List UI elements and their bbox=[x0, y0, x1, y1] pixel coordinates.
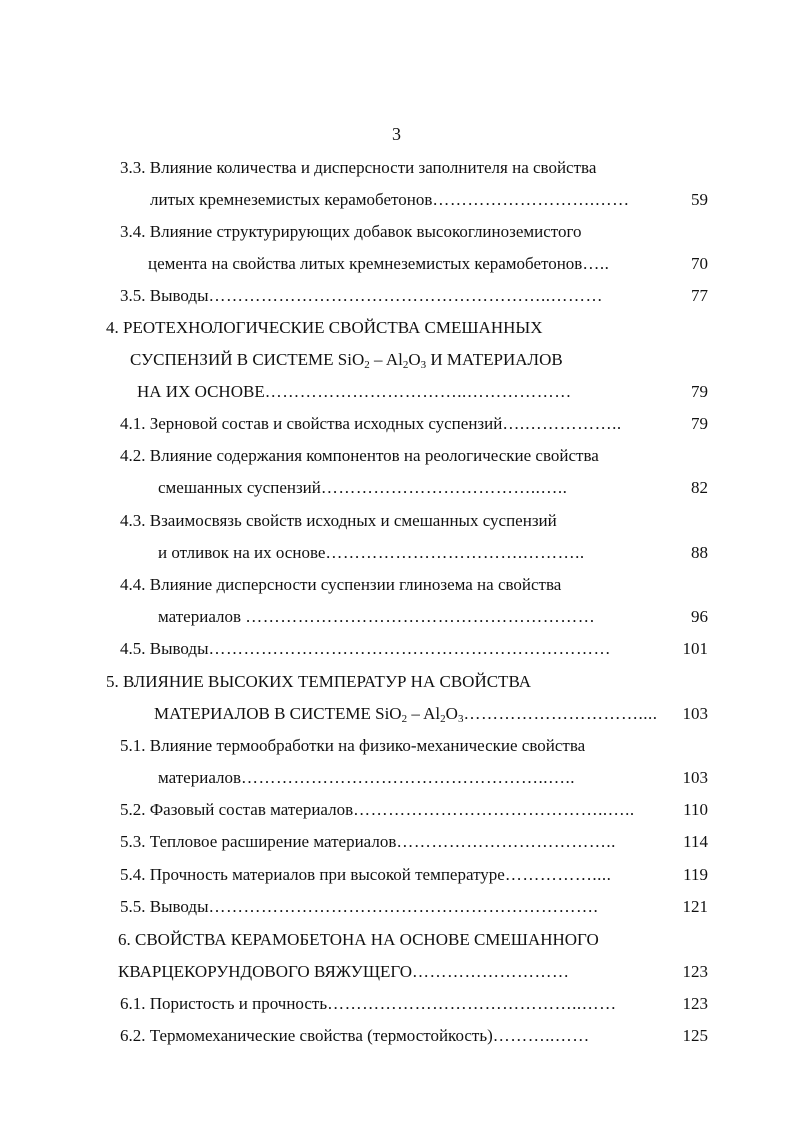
leader-dots: ………………………………..….. bbox=[320, 478, 568, 497]
toc-entry-4-2-line2: смешанных суспензий………………………………..….. bbox=[158, 478, 568, 497]
toc-entry-4-3-line2: и отливок на их основе…………………………….……….. bbox=[158, 543, 585, 562]
leader-dots: …………………………………………………..……… bbox=[208, 286, 604, 305]
leader-dots: …………………………………………………………. bbox=[208, 897, 599, 916]
toc-entry-5-4: 5.4. Прочность материалов при высокой температуре…………….... bbox=[120, 865, 612, 884]
toc-page-4: 79 bbox=[691, 382, 708, 401]
toc-chapter-4-line2: СУСПЕНЗИЙ В СИСТЕМЕ $SiO_2 - Al_2O_3$ И МАТЕРИАЛОВ bbox=[130, 350, 563, 371]
leader-dots: ……………………………….. bbox=[396, 832, 616, 851]
leader-dots: ………..…… bbox=[492, 1026, 590, 1045]
toc-chapter-6-line2: КВАРЦЕКОРУНДОВОГО ВЯЖУЩЕГО……………………… bbox=[118, 962, 570, 981]
toc-page-5-2: 110 bbox=[683, 800, 708, 819]
leader-dots: ……………………………..……………… bbox=[264, 382, 572, 401]
toc-entry-3-3-line2: литых кремнеземистых керамобетонов……………………….…… bbox=[150, 190, 630, 209]
toc-entry-4-1: 4.1. Зерновой состав и свойства исходных суспензий….…………….. bbox=[120, 414, 622, 433]
leader-dots: ……………………………………..…… bbox=[327, 994, 617, 1013]
toc-entry-4-2-line1: 4.2. Влияние содержания компонентов на реологические свойства bbox=[120, 446, 599, 465]
leader-dots: ………………………….... bbox=[463, 704, 658, 723]
toc-page-6: 123 bbox=[682, 962, 708, 981]
toc-entry-5-5: 5.5. Выводы…………………………………………………………. bbox=[120, 897, 599, 916]
leader-dots: ……………………… bbox=[412, 962, 570, 981]
toc-entry-3-3-line1: 3.3. Влияние количества и дисперсности заполнителя на свойства bbox=[120, 158, 597, 177]
toc-chapter-4-line3: НА ИХ ОСНОВЕ……………………………..……………… bbox=[137, 382, 572, 401]
leader-dots: ….. bbox=[582, 254, 610, 273]
toc-entry-3-4-line2: цемента на свойства литых кремнеземистых керамобетонов….. bbox=[148, 254, 610, 273]
toc-entry-4-4-line2: материалов …………………………………………………… bbox=[158, 607, 596, 626]
toc-page-5-4: 119 bbox=[683, 865, 708, 884]
toc-page-4-4: 96 bbox=[691, 607, 708, 626]
toc-chapter-6-line1: 6. СВОЙСТВА КЕРАМОБЕТОНА НА ОСНОВЕ СМЕШАННОГО bbox=[118, 930, 599, 949]
leader-dots: …………………………….……….. bbox=[325, 543, 585, 562]
toc-page-6-1: 123 bbox=[682, 994, 708, 1013]
toc-page-3-3: 59 bbox=[691, 190, 708, 209]
toc-page-4-5: 101 bbox=[682, 639, 708, 658]
toc-entry-5-1-line2: материалов……………………………………………..….. bbox=[158, 768, 576, 787]
toc-page-3-4: 70 bbox=[691, 254, 708, 273]
toc-entry-3-4-line1: 3.4. Влияние структурирующих добавок высокоглиноземистого bbox=[120, 222, 582, 241]
toc-entry-3-5: 3.5. Выводы…………………………………………………..……… bbox=[120, 286, 604, 305]
page-number: 3 bbox=[392, 124, 401, 144]
toc-page-4-3: 88 bbox=[691, 543, 708, 562]
leader-dots: ……………………………………..….. bbox=[353, 800, 635, 819]
toc-page-4-2: 82 bbox=[691, 478, 708, 497]
leader-dots: ……………………….…… bbox=[432, 190, 630, 209]
toc-chapter-5-line1: 5. ВЛИЯНИЕ ВЫСОКИХ ТЕМПЕРАТУР НА СВОЙСТВА bbox=[106, 672, 531, 691]
toc-chapter-5-line2: МАТЕРИАЛОВ В СИСТЕМЕ $SiO_2 - Al_2O_3\dots\dots\dots\dots\dots\dots\dots\dots\dots\dots$.... bbox=[154, 704, 658, 725]
toc-entry-4-3-line1: 4.3. Взаимосвязь свойств исходных и смешанных суспензий bbox=[120, 511, 557, 530]
toc-entry-6-2: 6.2. Термомеханические свойства (термостойкость)………..…… bbox=[120, 1026, 590, 1045]
leader-dots: …………….... bbox=[504, 865, 612, 884]
leader-dots: ….…………….. bbox=[502, 414, 622, 433]
toc-entry-6-1: 6.1. Пористость и прочность……………………………………..…… bbox=[120, 994, 617, 1013]
toc-entry-5-1-line1: 5.1. Влияние термообработки на физико-механические свойства bbox=[120, 736, 586, 755]
toc-entry-5-3: 5.3. Тепловое расширение материалов……………………………….. bbox=[120, 832, 616, 851]
toc-page-5: 103 bbox=[682, 704, 708, 723]
toc-entry-4-5: 4.5. Выводы…………………………………………………………… bbox=[120, 639, 612, 658]
toc-page-4-1: 79 bbox=[691, 414, 708, 433]
leader-dots: …………………………………………………………… bbox=[208, 639, 612, 658]
toc-entry-5-2: 5.2. Фазовый состав материалов……………………………………..….. bbox=[120, 800, 635, 819]
toc-page-5-5: 121 bbox=[682, 897, 708, 916]
toc-entry-4-4-line1: 4.4. Влияние дисперсности суспензии глинозема на свойства bbox=[120, 575, 562, 594]
toc-page-3-5: 77 bbox=[691, 286, 708, 305]
toc-page-6-2: 125 bbox=[682, 1026, 708, 1045]
toc-page-5-3: 114 bbox=[683, 832, 708, 851]
toc-page-5-1: 103 bbox=[682, 768, 708, 787]
leader-dots: …………………………………………………… bbox=[245, 607, 596, 626]
toc-chapter-4-line1: 4. РЕОТЕХНОЛОГИЧЕСКИЕ СВОЙСТВА СМЕШАННЫХ bbox=[106, 318, 543, 337]
leader-dots: ……………………………………………..….. bbox=[241, 768, 576, 787]
